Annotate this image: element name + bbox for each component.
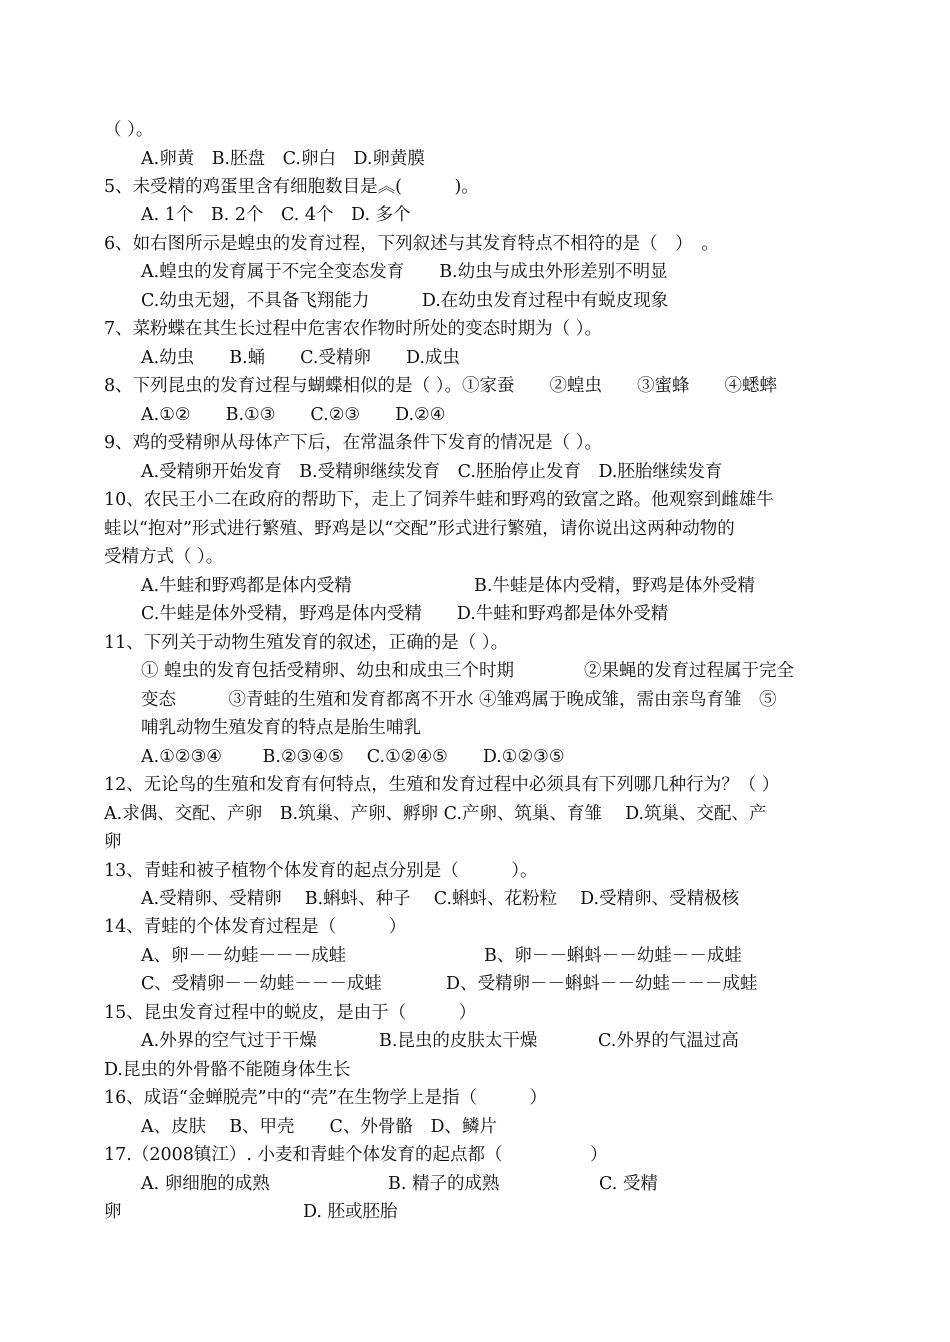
q13-stem: 13、青蛙和被子植物个体发育的起点分别是（ ）。 <box>104 861 538 881</box>
q14-option-d: D、受精卵－－蝌蚪－－幼蛙－－－成蛙 <box>446 974 758 994</box>
q9-options: A.受精卵开始发育 B.受精卵继续发育 C.胚胎停止发育 D.胚胎继续发育 <box>141 462 723 482</box>
q11-statement-line1: ① 蝗虫的发育包括受精卵、幼虫和成虫三个时期 ②果蝇的发育过程属于完全 <box>141 661 795 681</box>
q4-stem-tail: （ ）。 <box>104 120 154 140</box>
q7-stem: 7、菜粉蝶在其生长过程中危害农作物时所处的变态时期为（ ）。 <box>104 319 602 339</box>
q12-options: A.求偶、交配、产卵 B.筑巢、产卵、孵卵 C.产卵、筑巢、育雏 D.筑巢、交配、产 <box>104 804 767 824</box>
q11-options: A.①②③④ B.②③④⑤ C.①②④⑤ D.①②③⑤ <box>141 747 565 767</box>
q10-options-cd: C.牛蛙是体外受精，野鸡是体内受精 D.牛蛙和野鸡都是体外受精 <box>141 604 669 624</box>
q12-options-wrap: 卵 <box>104 832 122 852</box>
q11-stem: 11、下列关于动物生殖发育的叙述，正确的是（ ）。 <box>104 633 509 653</box>
q5-stem: 5、未受精的鸡蛋里含有细胞数目是︽( )。 <box>104 177 479 197</box>
q10-stem-line1: 10、农民王小二在政府的帮助下，走上了饲养牛蛙和野鸡的致富之路。他观察到雌雄牛 <box>104 490 774 510</box>
q14-option-c: C、受精卵－－幼蛙－－－成蛙 <box>141 974 382 994</box>
q17-stem: 17.（2008镇江）. 小麦和青蛙个体发育的起点都（ ） <box>104 1145 608 1165</box>
q8-options: A.①② B.①③ C.②③ D.②④ <box>141 405 446 425</box>
q15-stem: 15、昆虫发育过程中的蜕皮，是由于（ ） <box>104 1003 477 1023</box>
q15-option-a: A.外界的空气过于干燥 <box>141 1031 317 1051</box>
q17-option-c-wrap: 卵 <box>104 1202 122 1222</box>
q5-options: A. 1个 B. 2个 C. 4个 D. 多个 <box>141 205 411 225</box>
q12-stem: 12、无论鸟的生殖和发育有何特点，生殖和发育过程中必须具有下列哪几种行为？（ ） <box>104 775 780 795</box>
q10-stem-line2: 蛙以“抱对”形式进行繁殖、野鸡是以“交配”形式进行繁殖，请你说出这两种动物的 <box>104 519 735 539</box>
q17-option-b: B. 精子的成熟 <box>388 1174 500 1194</box>
q9-stem: 9、鸡的受精卵从母体产下后，在常温条件下发育的情况是（ ）。 <box>104 433 602 453</box>
q11-statement-line2: 变态 ③青蛙的生殖和发育都离不开水 ④雏鸡属于晚成雏，需由亲鸟育雏 ⑤ <box>141 690 777 710</box>
q15-option-d: D.昆虫的外骨骼不能随身体生长 <box>104 1060 351 1080</box>
q14-option-a: A、卵－－幼蛙－－－成蛙 <box>141 946 347 966</box>
q13-options: A.受精卵、受精卵 B.蝌蚪、种子 C.蝌蚪、花粉粒 D.受精卵、受精极核 <box>141 889 740 909</box>
q15-option-c: C.外界的气温过高 <box>598 1031 739 1051</box>
q4-options: A.卵黄 B.胚盘 C.卵白 D.卵黄膜 <box>141 149 425 169</box>
q8-stem: 8、下列昆虫的发育过程与蝴蝶相似的是（ ）。①家蚕 ②蝗虫 ③蜜蜂 ④蟋蟀 <box>104 376 777 396</box>
q14-stem: 14、青蛙的个体发育过程是（ ） <box>104 917 407 937</box>
q10-option-a: A.牛蛙和野鸡都是体内受精 <box>141 576 352 596</box>
q11-statement-line3: 哺乳动物生殖发育的特点是胎生哺乳 <box>141 718 421 738</box>
q16-stem: 16、成语“金蝉脱壳”中的“壳”在生物学上是指（ ） <box>104 1088 548 1108</box>
q17-option-a: A. 卵细胞的成熟 <box>141 1174 270 1194</box>
q6-options-cd: C.幼虫无翅，不具备飞翔能力 D.在幼虫发育过程中有蜕皮现象 <box>141 291 669 311</box>
q17-option-d: D. 胚或胚胎 <box>303 1202 398 1222</box>
q6-stem: 6、如右图所示是蝗虫的发育过程，下列叙述与其发育特点不相符的是（ ） 。 <box>104 234 719 254</box>
q14-option-b: B、卵－－蝌蚪－－幼蛙－－成蛙 <box>484 946 742 966</box>
q7-options: A.幼虫 B.蛹 C.受精卵 D.成虫 <box>141 348 460 368</box>
q10-option-b: B.牛蛙是体内受精，野鸡是体外受精 <box>474 576 755 596</box>
q16-options: A、皮肤 B、甲壳 C、外骨骼 D、鳞片 <box>141 1117 497 1137</box>
q10-stem-line3: 受精方式（ ）。 <box>104 547 224 567</box>
q6-options-ab: A.蝗虫的发育属于不完全变态发育 B.幼虫与成虫外形差别不明显 <box>141 262 668 282</box>
q17-option-c: C. 受精 <box>599 1174 658 1194</box>
q15-option-b: B.昆虫的皮肤太干燥 <box>379 1031 538 1051</box>
